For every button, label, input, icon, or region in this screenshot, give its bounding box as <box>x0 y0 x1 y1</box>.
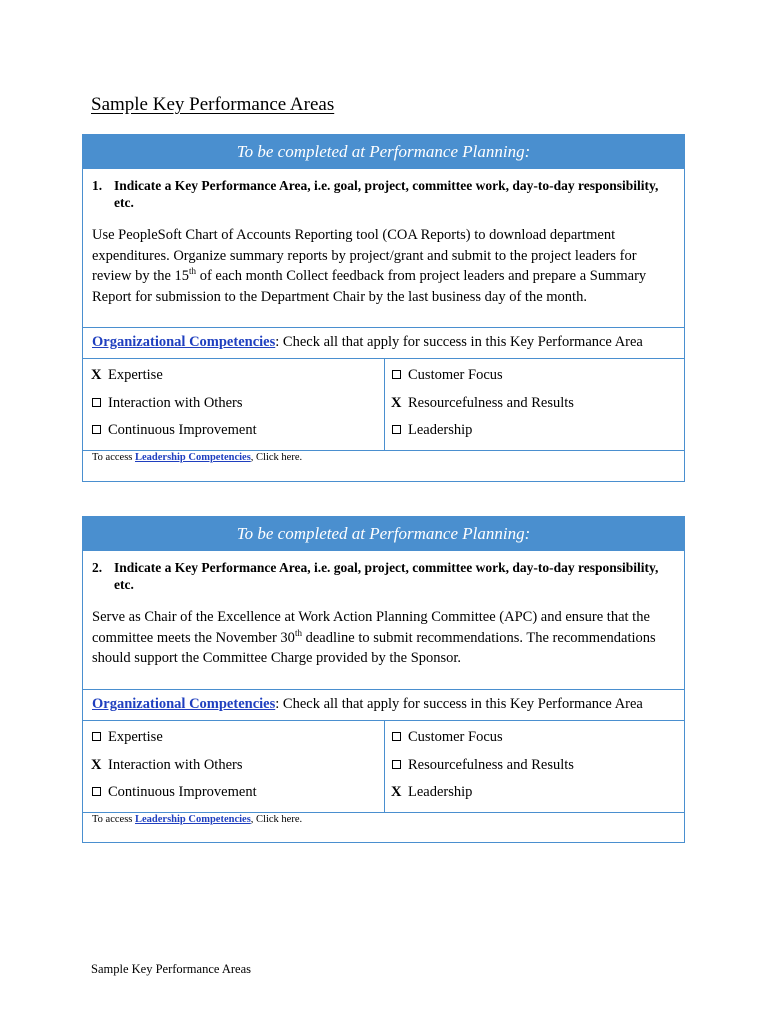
competency-col-right <box>384 359 684 450</box>
competency-label: Leadership <box>408 784 473 800</box>
question-text: Indicate a Key Performance Area, i.e. goal, project, committee work, day-to-day responsibility, etc. <box>114 178 659 210</box>
table-header: To be completed at Performance Planning: <box>83 135 684 169</box>
competency-grid <box>83 359 684 451</box>
empty-checkbox-icon[interactable] <box>392 425 401 434</box>
empty-checkbox-icon[interactable] <box>92 787 101 796</box>
question-number: 2. <box>92 560 103 575</box>
competency-label: Resourcefulness and Results <box>408 394 574 411</box>
competency-interaction[interactable] <box>91 393 384 421</box>
leadership-competencies-link[interactable]: Leadership Competencies <box>135 814 251 825</box>
competency-col-left <box>83 721 384 812</box>
access-pre: To access <box>92 452 135 463</box>
access-row <box>83 451 684 463</box>
competency-customer[interactable] <box>391 365 684 393</box>
competency-customer[interactable] <box>391 727 684 755</box>
competency-continuous[interactable] <box>91 782 384 810</box>
check-mark: X <box>391 394 402 411</box>
access-pre: To access <box>92 814 135 825</box>
competency-label: Resourcefulness and Results <box>408 756 574 773</box>
competency-leadership[interactable] <box>391 420 684 448</box>
competency-grid <box>83 721 684 813</box>
desc-part-a: Use PeopleSoft Chart of Accounts Reporting tool (COA Reports) to download department expenditures. Organize summary reports by project/grant and submit to the project leaders for review by the 15 <box>92 227 637 284</box>
org-competencies-link[interactable]: Organizational Competencies <box>92 334 276 350</box>
kpa-description <box>92 225 674 307</box>
kpa-description <box>92 607 674 669</box>
competency-label: Interaction with Others <box>108 394 243 411</box>
page-title: Sample Key Performance Areas <box>91 94 335 115</box>
access-post: , Click here. <box>250 452 303 463</box>
empty-checkbox-icon[interactable] <box>92 732 101 741</box>
empty-checkbox-icon[interactable] <box>392 760 401 769</box>
org-competencies-text: : Check all that apply for success in this Key Performance Area <box>275 696 643 712</box>
desc-sup: th <box>294 627 302 638</box>
leadership-competencies-link[interactable]: Leadership Competencies <box>135 452 251 463</box>
access-row <box>83 813 684 825</box>
competency-col-left <box>83 359 384 450</box>
competency-expertise[interactable] <box>91 727 384 755</box>
page-footer: Sample Key Performance Areas <box>91 962 252 976</box>
competency-resourcefulness[interactable] <box>391 393 684 421</box>
competency-label: Continuous Improvement <box>108 422 257 438</box>
competency-label: Continuous Improvement <box>108 784 257 800</box>
desc-part-b: of each month Collect feedback from project leaders and prepare a Summary Report for submission to the Department Chair by the last business day of the month. <box>92 268 647 305</box>
check-mark: X <box>91 367 102 383</box>
competency-interaction[interactable] <box>91 755 384 783</box>
competency-label: Leadership <box>408 422 473 438</box>
table-header: To be completed at Performance Planning: <box>83 517 684 551</box>
question-number: 1. <box>92 178 103 193</box>
org-competencies-row <box>83 328 684 359</box>
competency-label: Expertise <box>108 367 163 383</box>
kpa-table-1 <box>82 134 685 482</box>
competency-continuous[interactable] <box>91 420 384 448</box>
competency-label: Customer Focus <box>408 729 503 745</box>
competency-resourcefulness[interactable] <box>391 755 684 783</box>
check-mark: X <box>391 784 402 800</box>
competency-label: Customer Focus <box>408 367 503 383</box>
competency-leadership[interactable] <box>391 782 684 810</box>
desc-sup: th <box>189 266 197 277</box>
kpa-body <box>83 551 684 690</box>
kpa-question <box>92 559 674 593</box>
empty-checkbox-icon[interactable] <box>92 425 101 434</box>
competency-label: Expertise <box>108 729 163 745</box>
org-competencies-row <box>83 690 684 721</box>
competency-expertise[interactable] <box>91 365 384 393</box>
empty-checkbox-icon[interactable] <box>392 370 401 379</box>
kpa-table-2 <box>82 516 685 843</box>
empty-checkbox-icon[interactable] <box>392 732 401 741</box>
empty-checkbox-icon[interactable] <box>92 398 101 407</box>
competency-col-right <box>384 721 684 812</box>
org-competencies-link[interactable]: Organizational Competencies <box>92 696 276 712</box>
desc-part-b: deadline to submit recommendations. The recommendations should support the Committee Charge provided by the Sponsor. <box>92 629 656 666</box>
question-text: Indicate a Key Performance Area, i.e. goal, project, committee work, day-to-day responsibility, etc. <box>114 560 659 592</box>
kpa-question <box>92 177 674 211</box>
competency-label: Interaction with Others <box>108 756 243 773</box>
org-competencies-text: : Check all that apply for success in this Key Performance Area <box>275 334 643 350</box>
desc-part-a: Serve as Chair of the Excellence at Work Action Planning Committee (APC) and ensure that the committee meets the November 30 <box>92 609 650 646</box>
access-post: , Click here. <box>250 814 303 825</box>
check-mark: X <box>91 756 102 773</box>
kpa-body <box>83 169 684 328</box>
